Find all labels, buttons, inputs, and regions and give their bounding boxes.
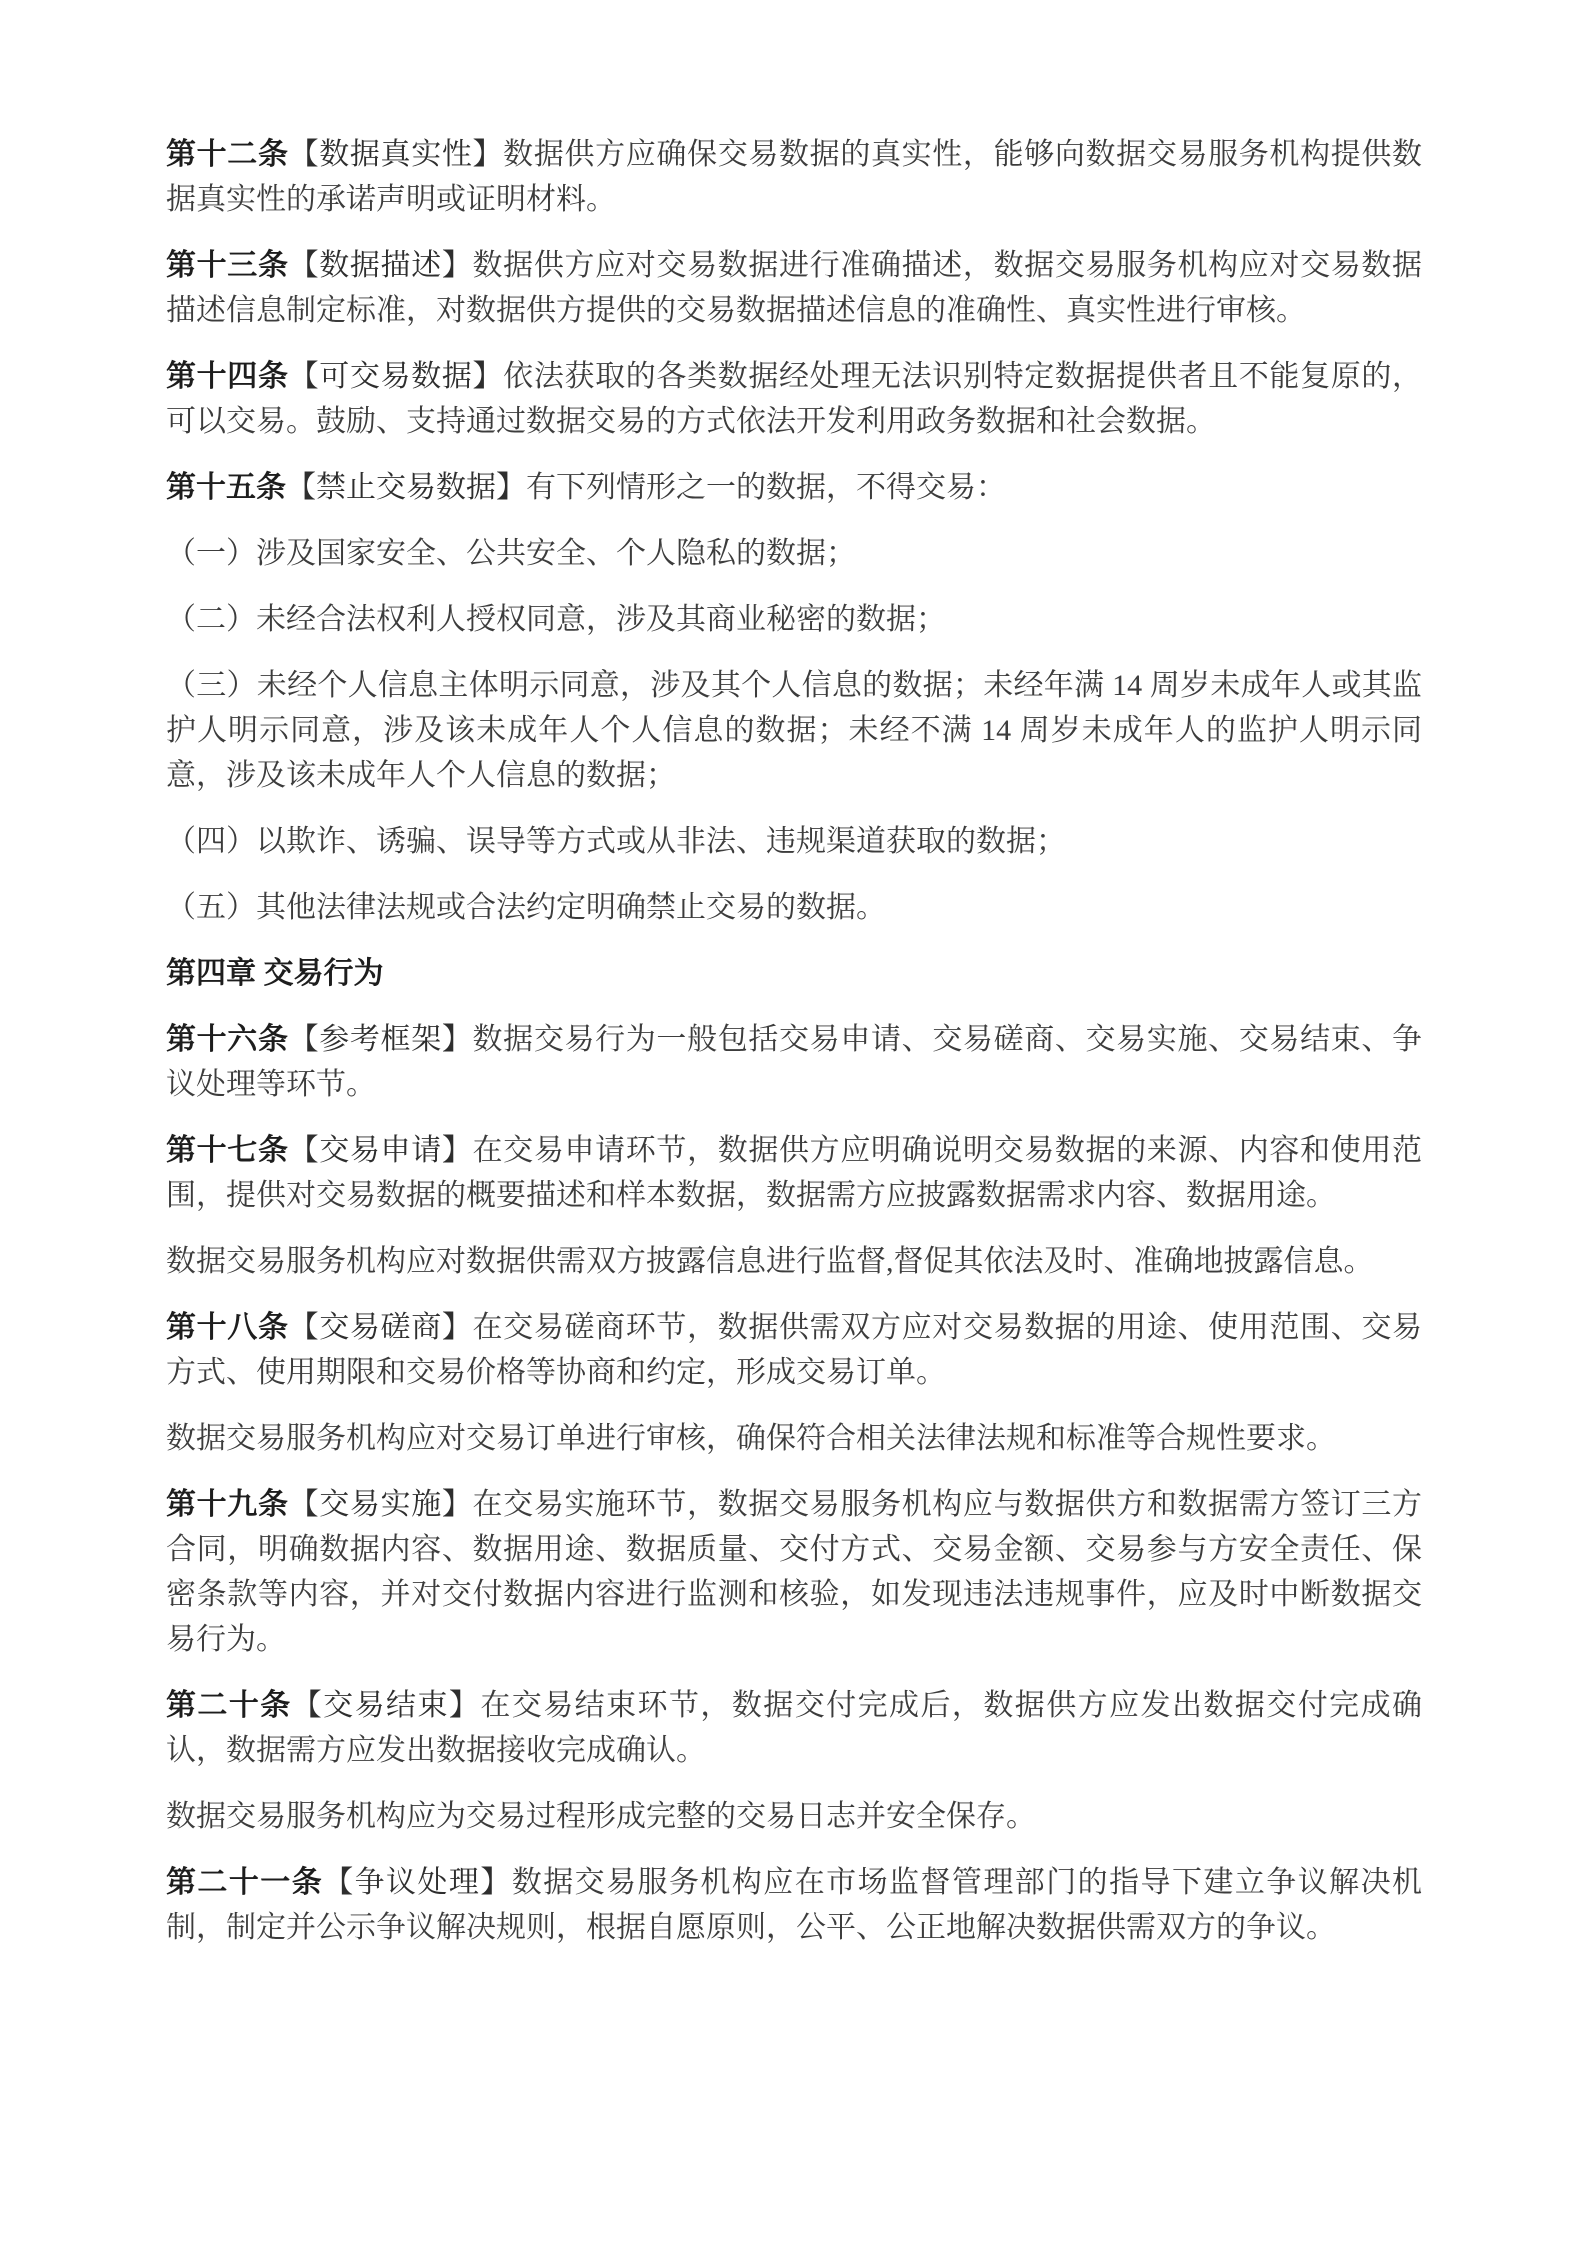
article-title: 【交易实施】: [288, 1488, 473, 1521]
list-item-paragraph: [166, 819, 1422, 864]
list-item-text: （五）其他法律法规或合法约定明确禁止交易的数据。: [166, 891, 886, 924]
article-paragraph: [166, 1128, 1422, 1218]
article-title: 【争议处理】: [323, 1866, 512, 1899]
article-body-text: 在交易申请环节，数据供方应明确说明交易数据的来源、内容和使用范围，提供对交易数据的概要描述和样本数据，数据需方应披露数据需求内容、数据用途。: [166, 1134, 1423, 1212]
article-paragraph: [166, 1482, 1422, 1662]
article-paragraph: [166, 1017, 1422, 1107]
chapter-heading: 第四章 交易行为: [166, 957, 384, 990]
article-number: 第十二条: [166, 138, 289, 171]
plain-paragraph: [166, 1239, 1422, 1284]
document-body: [166, 132, 1422, 1950]
article-number: 第十六条: [166, 1023, 289, 1056]
article-title: 【数据真实性】: [288, 138, 504, 171]
article-body-text: 数据供方应确保交易数据的真实性，能够向数据交易服务机构提供数据真实性的承诺声明或证明材料。: [166, 138, 1423, 216]
article-title: 【参考框架】: [288, 1023, 473, 1056]
article-paragraph: [166, 465, 1422, 510]
article-number: 第十四条: [166, 360, 289, 393]
article-title: 【数据描述】: [288, 249, 473, 282]
list-item-paragraph: [166, 663, 1422, 798]
article-paragraph: [166, 1860, 1422, 1950]
article-number: 第十三条: [166, 249, 289, 282]
article-body-text: 在交易结束环节，数据交付完成后，数据供方应发出数据交付完成确认，数据需方应发出数据接收完成确认。: [166, 1689, 1423, 1767]
article-body-text: 依法获取的各类数据经处理无法识别特定数据提供者且不能复原的，可以交易。鼓励、支持通过数据交易的方式依法开发利用政务数据和社会数据。: [166, 360, 1423, 438]
article-paragraph: [166, 132, 1422, 222]
article-number: 第二十一条: [166, 1866, 324, 1899]
plain-paragraph-text: 数据交易服务机构应为交易过程形成完整的交易日志并安全保存。: [166, 1800, 1036, 1833]
plain-paragraph-text: 数据交易服务机构应对数据供需双方披露信息进行监督,督促其依法及时、准确地披露信息。: [166, 1245, 1374, 1278]
article-paragraph: [166, 243, 1422, 333]
plain-paragraph: [166, 1416, 1422, 1461]
plain-paragraph: [166, 1794, 1422, 1839]
article-title: 【交易磋商】: [288, 1311, 473, 1344]
article-number: 第二十条: [166, 1689, 292, 1722]
list-item-paragraph: [166, 885, 1422, 930]
article-paragraph: [166, 354, 1422, 444]
article-title: 【禁止交易数据】: [286, 471, 526, 504]
list-item-paragraph: [166, 597, 1422, 642]
article-paragraph: [166, 1683, 1422, 1773]
article-title: 【交易申请】: [288, 1134, 473, 1167]
list-item-text: （四）以欺诈、诱骗、误导等方式或从非法、违规渠道获取的数据；: [166, 825, 1066, 858]
article-body-text: 有下列情形之一的数据，不得交易：: [526, 471, 1006, 504]
article-number: 第十五条: [166, 471, 286, 504]
article-body-text: 数据交易服务机构应在市场监督管理部门的指导下建立争议解决机制，制定并公示争议解决规则，根据自愿原则，公平、公正地解决数据供需双方的争议。: [166, 1866, 1423, 1944]
article-number: 第十九条: [166, 1488, 289, 1521]
article-title: 【可交易数据】: [288, 360, 504, 393]
plain-paragraph-text: 数据交易服务机构应对交易订单进行审核，确保符合相关法律法规和标准等合规性要求。: [166, 1422, 1336, 1455]
article-number: 第十八条: [166, 1311, 289, 1344]
list-item-text: （一）涉及国家安全、公共安全、个人隐私的数据；: [166, 537, 856, 570]
list-item-paragraph: [166, 531, 1422, 576]
article-body-text: 数据供方应对交易数据进行准确描述，数据交易服务机构应对交易数据描述信息制定标准，对数据供方提供的交易数据描述信息的准确性、真实性进行审核。: [166, 249, 1423, 327]
article-body-text: 在交易磋商环节，数据供需双方应对交易数据的用途、使用范围、交易方式、使用期限和交易价格等协商和约定，形成交易订单。: [166, 1311, 1423, 1389]
article-number: 第十七条: [166, 1134, 289, 1167]
article-paragraph: [166, 1305, 1422, 1395]
list-item-text: （三）未经个人信息主体明示同意，涉及其个人信息的数据；未经年满 14 周岁未成年人或其监护人明示同意，涉及该未成年人个人信息的数据；未经不满 14 周岁未成年人的监护人明示同意，涉及该未成年人个人信息的数据；: [166, 669, 1422, 792]
list-item-text: （二）未经合法权利人授权同意，涉及其商业秘密的数据；: [166, 603, 946, 636]
article-body-text: 在交易实施环节，数据交易服务机构应与数据供方和数据需方签订三方合同，明确数据内容、数据用途、数据质量、交付方式、交易金额、交易参与方安全责任、保密条款等内容，并对交付数据内容进行监测和核验，如发现违法违规事件，应及时中断数据交易行为。: [166, 1488, 1423, 1656]
article-title: 【交易结束】: [291, 1689, 481, 1722]
article-body-text: 数据交易行为一般包括交易申请、交易磋商、交易实施、交易结束、争议处理等环节。: [166, 1023, 1423, 1101]
